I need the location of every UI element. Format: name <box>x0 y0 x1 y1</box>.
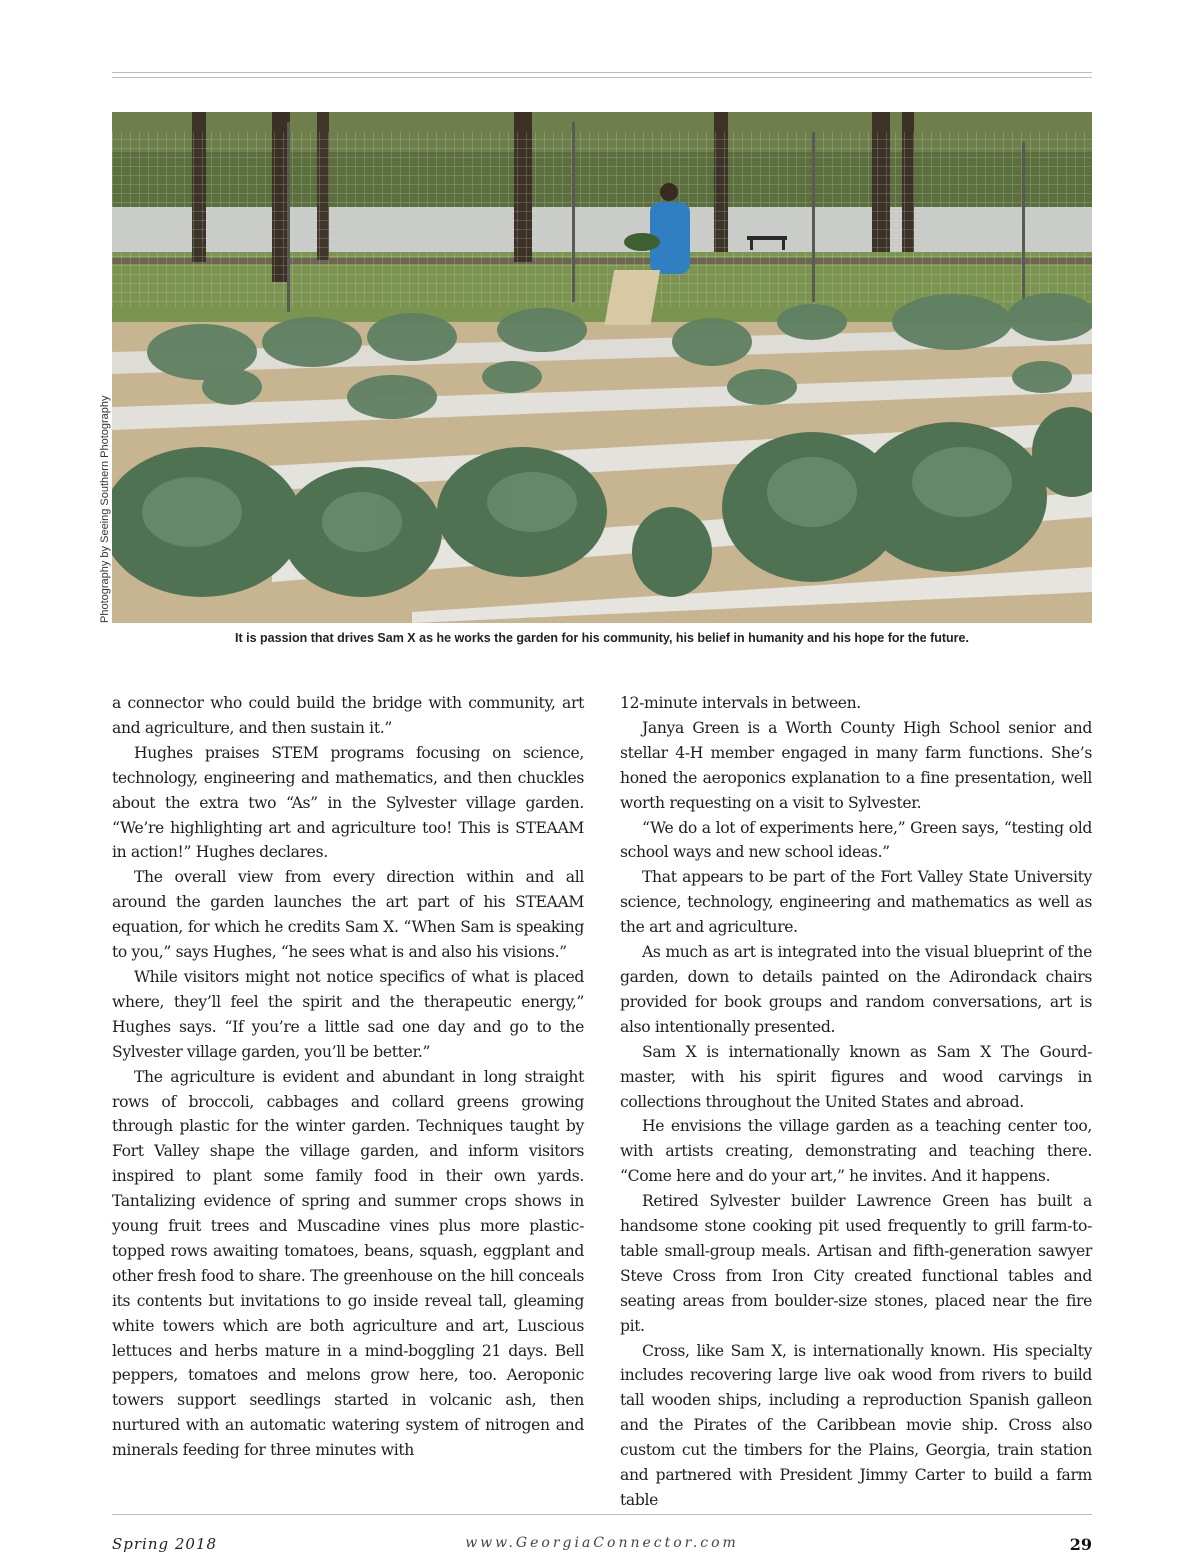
photo-caption: It is passion that drives Sam X as he works the garden for his community, his belief in humanity and his hope for the future. <box>235 631 969 645</box>
top-rule <box>112 72 1092 73</box>
paragraph: While visitors might not notice specifics of what is placed where, they’ll feel the spirit and the therapeutic energy,” Hughes says. “If you’re a little sad one day and go to the Sylvester village garden, you’ll be better.” <box>112 967 584 1061</box>
paragraph: The agriculture is evident and abundant in long straight rows of broccoli, cabbages and collard greens growing through plastic for the winter garden. Techniques taught by Fort Valley shape the village garden, and inform visitors inspired to plant some family food in their own yards. Tantalizing evidence of spring and summer crops shows in young fruit trees and Muscadine vines plus more plastic-topped rows awaiting tomatoes, beans, squash, eggplant and other fresh food to share. The greenhouse on the hill conceals its contents but invitations to go inside reveal tall, gleaming white towers which are both agriculture and art, Luscious lettuces and herbs mature in a mind-boggling 21 days. Bell peppers, tomatoes and melons grow here, too. Aeroponic towers support seedlings started in volcanic ash, then nurtured with an automatic watering system of nitrogen and minerals feeding for three minutes with <box>112 1067 584 1460</box>
paragraph: “We do a lot of experiments here,” Green says, “testing old school ways and new school ideas.” <box>620 818 1092 862</box>
top-rule-secondary <box>112 77 1092 78</box>
footer-rule <box>112 1514 1092 1515</box>
paragraph: Janya Green is a Worth County High School senior and stellar 4-H member engaged in many farm functions. She’s honed the aeroponics explanation to a fine presentation, well worth requesting on a visit to Sylvester. <box>620 718 1092 812</box>
website-link[interactable]: www.GeorgiaConnector.com <box>465 1535 739 1551</box>
garden-photo <box>112 112 1092 623</box>
page-number: 29 <box>1069 1535 1092 1554</box>
paragraph: a connector who could build the bridge with community, art and agriculture, and then sustain it.” <box>112 694 584 737</box>
paragraph: Hughes praises STEM programs focusing on science, technology, engineering and mathematics, and then chuckles about the extra two “As” in the Sylvester village garden. “We’re highlighting art and agriculture too! This is STEAAM in action!” Hughes declares. <box>112 743 584 862</box>
photo-credit-text: Photography by Seeing Southern Photography <box>99 395 111 623</box>
paragraph: The overall view from every direction within and all around the garden launches the art part of his STEAAM equation, for which he credits Sam X. “When Sam is speaking to you,” says Hughes, “he sees what is and also his visions.” <box>112 868 584 962</box>
issue-label: Spring 2018 <box>112 1535 218 1553</box>
article-column-left <box>112 691 584 1463</box>
paragraph: 12-minute intervals in between. <box>620 694 861 712</box>
article-column-right <box>620 691 1092 1513</box>
paragraph: As much as art is integrated into the visual blueprint of the garden, down to details painted on the Adirondack chairs provided for book groups and random conversations, art is also intentionally presented. <box>620 943 1092 1036</box>
paragraph: He envisions the village garden as a teaching center too, with artists creating, demonstrating and teaching there. “Come here and do your art,” he invites. And it happens. <box>620 1117 1092 1186</box>
paragraph: Sam X is internationally known as Sam X The Gourd-master, with his spirit figures and wood carvings in collections throughout the United States and abroad. <box>620 1042 1092 1111</box>
paragraph: Retired Sylvester builder Lawrence Green has built a handsome stone cooking pit used frequently to grill farm-to-table small-group meals. Artisan and fifth-generation sawyer Steve Cross from Iron City created functional tables and seating areas from boulder-size stones, placed near the fire pit. <box>620 1192 1092 1335</box>
paragraph: Cross, like Sam X, is internationally known. His specialty includes recovering large live oak wood from rivers to build tall wooden ships, including a reproduction Spanish galleon and the Pirates of the Caribbean movie ship. Cross also custom cut the timbers for the Plains, Georgia, train station and partnered with President Jimmy Carter to build a farm table <box>620 1341 1092 1509</box>
paragraph: That appears to be part of the Fort Valley State University science, technology, engineering and mathematics as well as the art and agriculture. <box>620 868 1092 937</box>
